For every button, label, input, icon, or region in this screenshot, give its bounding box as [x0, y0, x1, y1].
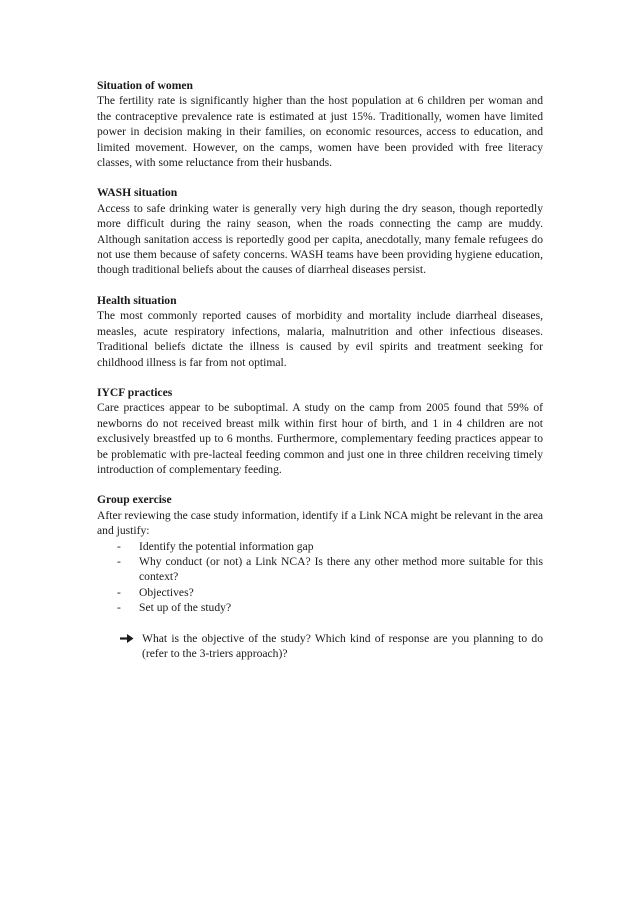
section-body: Care practices appear to be suboptimal. A study on the camp from 2005 found that 59% of newborns do not received breast milk within first hour of birth, and 1 in 4 children are not exclusively breastfed up to 6 months. Furthermore, complementary feeding practices appear to be problematic with pre-lacteal feeding common and just one in three children receiving timely introduction of complementary feeding. — [97, 401, 543, 476]
list-item-text: Objectives? — [139, 585, 194, 599]
list-dash: - — [117, 539, 121, 553]
exercise-list — [97, 539, 543, 616]
objective-question — [97, 631, 543, 662]
list-item-text: Why conduct (or not) a Link NCA? Is there any other method more suitable for this context? — [139, 554, 543, 584]
list-item — [97, 585, 543, 600]
objective-question-text: What is the objective of the study? Which kind of response are you planning to do (refer to the 3-triers approach)? — [142, 631, 543, 660]
section-body: The most commonly reported causes of morbidity and mortality include diarrheal diseases, measles, acute respiratory infections, malaria, malnutrition and other infectious diseases. Traditional beliefs dictate the illness is caused by evil spirits and treatment seeking for childhood illness is far from not optimal. — [97, 309, 543, 369]
right-arrow-icon — [119, 631, 142, 648]
section-iycf-practices — [97, 385, 543, 477]
section-group-exercise — [97, 492, 543, 661]
section-heading: WASH situation — [97, 186, 178, 200]
section-health-situation — [97, 293, 543, 370]
section-situation-of-women — [97, 78, 543, 170]
section-wash-situation — [97, 185, 543, 277]
right-arrow-icon-svg — [119, 633, 135, 644]
section-body: The fertility rate is significantly higher than the host population at 6 children per woman and the contraceptive prevalence rate is estimated at just 15%. Traditionally, women have limited power in decision making in their families, on economic resources, access to education, and limited movement. However, on the camps, women have been provided with free literacy classes, with some reluctance from their husbands. — [97, 94, 543, 170]
list-item — [97, 554, 543, 585]
list-item — [97, 539, 543, 554]
section-heading: Situation of women — [97, 79, 193, 92]
exercise-intro: After reviewing the case study information, identify if a Link NCA might be relevant in the area and justify: — [97, 508, 543, 538]
list-dash: - — [117, 585, 121, 599]
section-heading: Health situation — [97, 293, 177, 307]
list-item-text: Set up of the study? — [139, 601, 232, 615]
section-heading: Group exercise — [97, 493, 172, 507]
section-body: Access to safe drinking water is generally very high during the dry season, though reportedly more difficult during the rainy season, when the roads connecting the camp are muddy. Although sanitation access is reportedly good per capita, anecdotally, many female refugees do not use them because of safety concerns. WASH teams have been providing hygiene education, though traditional beliefs about the causes of diarrheal diseases persist. — [97, 201, 543, 277]
list-item — [97, 600, 543, 615]
list-dash: - — [117, 601, 121, 615]
list-dash: - — [117, 554, 121, 568]
list-item-text: Identify the potential information gap — [139, 539, 314, 553]
document-content — [97, 78, 543, 676]
section-heading: IYCF practices — [97, 385, 173, 399]
